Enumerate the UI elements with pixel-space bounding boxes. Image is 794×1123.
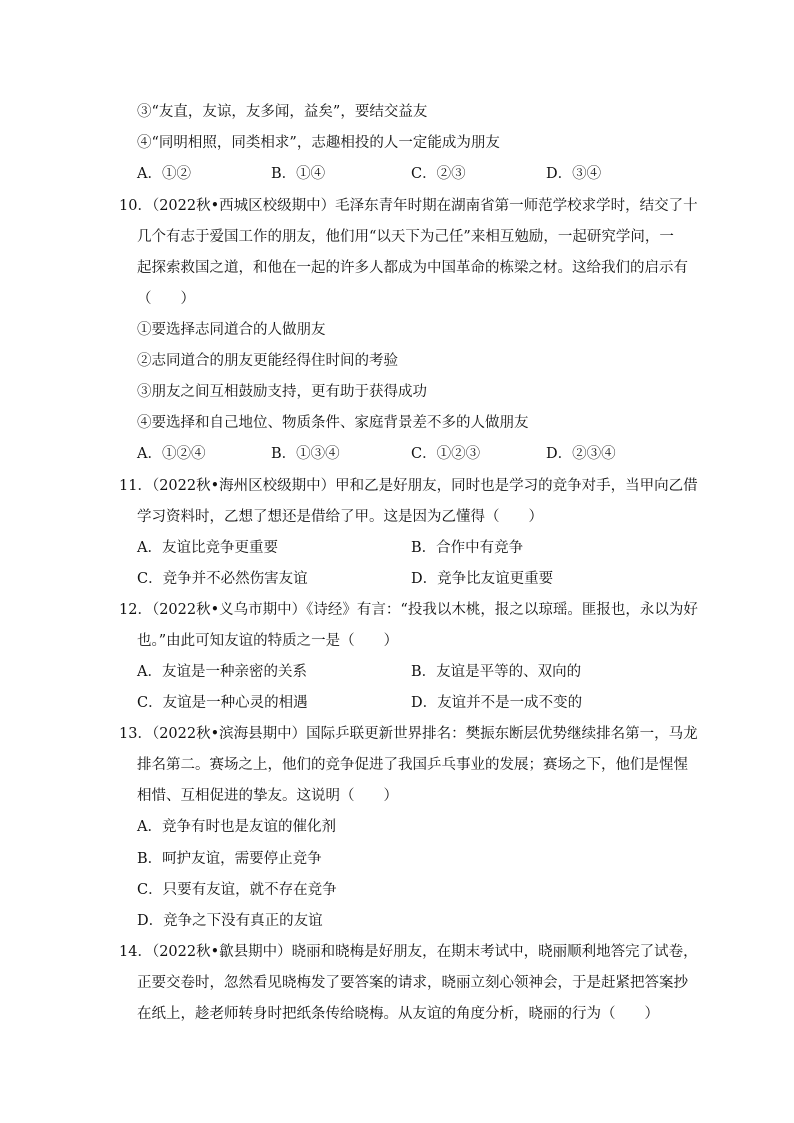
q12-option-b[interactable]: B．友谊是平等的、双向的 bbox=[411, 664, 582, 680]
q13-stem-line-3: 相惜、互相促进的挚友。这说明（ ） bbox=[137, 788, 398, 804]
q13-option-a[interactable]: A．竞争有时也是友谊的催化剂 bbox=[137, 819, 336, 835]
q10-statement-3: ③朋友之间互相鼓励支持，更有助于获得成功 bbox=[137, 384, 427, 400]
q10-stem-line-2: 几个有志于爱国工作的朋友，他们用“以天下为己任”来相互勉励，一起研究学问，一 bbox=[137, 229, 674, 245]
q9-option-c[interactable]: C．②③ bbox=[411, 166, 466, 182]
q9-statement-3: ③“友直，友谅，友多闻，益矣”，要结交益友 bbox=[137, 104, 428, 120]
q10-answer-blank: （ ） bbox=[137, 291, 195, 307]
q9-statement-4: ④“同明相照，同类相求”，志趣相投的人一定能成为朋友 bbox=[137, 135, 500, 151]
q10-stem-line-3: 起探索救国之道，和他在一起的许多人都成为中国革命的栋梁之材。这给我们的启示有 bbox=[137, 260, 688, 276]
q12-stem-line-2: 也。”由此可知友谊的特质之一是（ ） bbox=[137, 633, 399, 649]
q12-option-d[interactable]: D．友谊并不是一成不变的 bbox=[411, 695, 583, 711]
q11-stem-line-2: 学习资料时，乙想了想还是借给了甲。这是因为乙懂得（ ） bbox=[137, 509, 543, 525]
q10-stem-line-1: 10．（2022秋•西城区校级期中）毛泽东青年时期在湖南省第一师范学校求学时，结交了十 bbox=[119, 198, 698, 214]
q11-option-d[interactable]: D．竞争比友谊更重要 bbox=[411, 571, 554, 587]
q10-option-c[interactable]: C．①②③ bbox=[411, 446, 481, 462]
q9-option-b[interactable]: B．①④ bbox=[271, 166, 326, 182]
q14-stem-line-2: 正要交卷时，忽然看见晓梅发了要答案的请求，晓丽立刻心领神会，于是赶紧把答案抄 bbox=[137, 975, 688, 991]
q10-statement-4: ④要选择和自己地位、物质条件、家庭背景差不多的人做朋友 bbox=[137, 415, 529, 431]
q13-option-b[interactable]: B．呵护友谊，需要停止竞争 bbox=[137, 851, 322, 867]
q12-stem-line-1: 12．（2022秋•义乌市期中）《诗经》有言：“投我以木桃，报之以琼瑶。匪报也，永以为好 bbox=[119, 602, 698, 618]
q10-option-d[interactable]: D．②③④ bbox=[546, 446, 616, 462]
q14-stem-line-3: 在纸上，趁老师转身时把纸条传给晓梅。从友谊的角度分析，晓丽的行为（ ） bbox=[137, 1006, 659, 1022]
q14-stem-line-1: 14．（2022秋•歙县期中）晓丽和晓梅是好朋友，在期末考试中，晓丽顺利地答完了试卷， bbox=[119, 944, 698, 960]
q10-statement-1: ①要选择志同道合的人做朋友 bbox=[137, 322, 326, 338]
q11-option-b[interactable]: B．合作中有竞争 bbox=[411, 540, 524, 556]
q9-option-a[interactable]: A．①② bbox=[137, 166, 191, 182]
q12-option-c[interactable]: C．友谊是一种心灵的相遇 bbox=[137, 695, 308, 711]
q11-stem-line-1: 11．（2022秋•海州区校级期中）甲和乙是好朋友，同时也是学习的竞争对手，当甲向乙借 bbox=[119, 478, 698, 494]
q10-option-a[interactable]: A．①②④ bbox=[137, 446, 206, 462]
q10-option-b[interactable]: B．①③④ bbox=[271, 446, 340, 462]
q13-stem-line-1: 13．（2022秋•滨海县期中）国际乒联更新世界排名：樊振东断层优势继续排名第一，马龙 bbox=[119, 726, 698, 742]
q13-option-c[interactable]: C．只要有友谊，就不存在竞争 bbox=[137, 882, 337, 898]
q11-option-c[interactable]: C．竞争并不必然伤害友谊 bbox=[137, 571, 308, 587]
q13-stem-line-2: 排名第二。赛场之上，他们的竞争促进了我国乒乓事业的发展；赛场之下，他们是惺惺 bbox=[137, 757, 688, 773]
q11-option-a[interactable]: A．友谊比竞争更重要 bbox=[137, 540, 278, 556]
q13-option-d[interactable]: D．竞争之下没有真正的友谊 bbox=[137, 913, 323, 929]
q9-option-d[interactable]: D．③④ bbox=[546, 166, 602, 182]
q10-statement-2: ②志同道合的朋友更能经得住时间的考验 bbox=[137, 353, 398, 369]
q12-option-a[interactable]: A．友谊是一种亲密的关系 bbox=[137, 664, 307, 680]
